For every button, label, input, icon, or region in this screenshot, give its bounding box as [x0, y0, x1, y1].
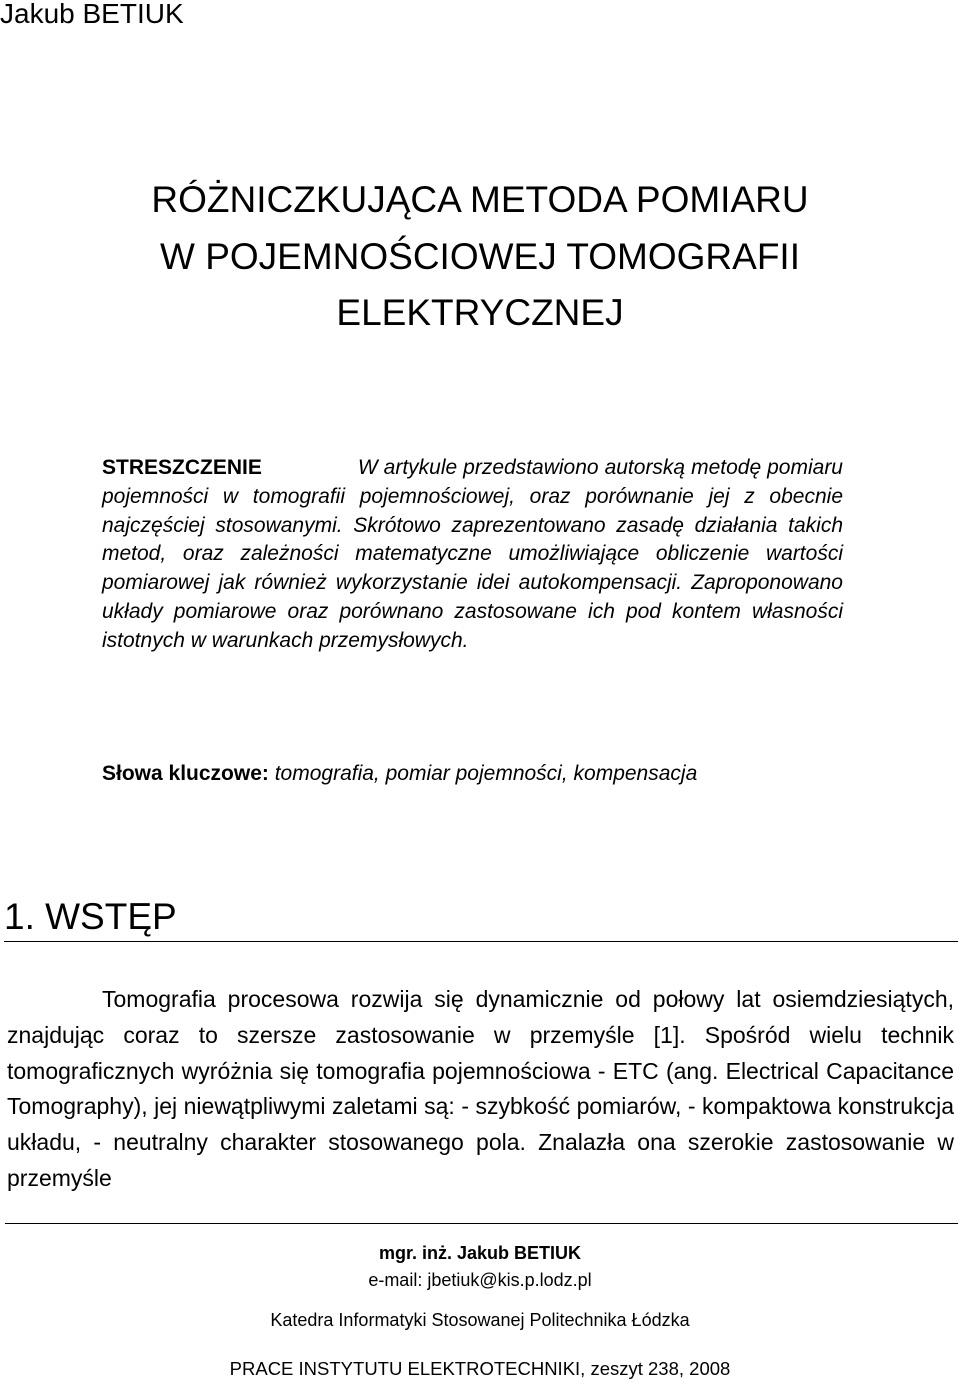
- footer-journal: PRACE INSTYTUTU ELEKTROTECHNIKI, zeszyt 238, 2008: [229, 1358, 731, 1379]
- footer-author-name: mgr. inż. Jakub BETIUK: [378, 1243, 582, 1263]
- keywords-text: tomografia, pomiar pojemności, kompensacja: [274, 762, 698, 785]
- abstract-text: W artykule przedstawiono autorską metodę pomiaru pojemności w tomografii pojemnościowej, oraz porównanie jej z obecnie najczęściej stosowanymi. Skrótowo zaprezentowano zasadę działania takich metod, oraz zależności matematyczne umożliwiające obliczenie wartości pomiarowej jak również wykorzystanie idei autokompensacji. Zaproponowano układy pomiarowe oraz porównano zastosowane ich pod kontem własności istotnych w warunkach przemysłowych.: [102, 456, 843, 652]
- section-divider: [4, 941, 958, 942]
- running-header-author: Jakub BETIUK: [0, 0, 184, 29]
- keywords-label: Słowa kluczowe:: [102, 762, 269, 785]
- section-body: [7, 982, 954, 1197]
- footer-divider: [5, 1223, 958, 1224]
- title-line: W POJEMNOŚCIOWEJ TOMOGRAFII: [160, 235, 800, 277]
- title-line: RÓŻNICZKUJĄCA METODA POMIARU: [151, 179, 809, 220]
- keywords: [102, 760, 697, 788]
- footer-email: e-mail: jbetiuk@kis.p.lodz.pl: [368, 1270, 592, 1290]
- section-paragraph: Tomografia procesowa rozwija się dynamicznie od połowy lat osiemdziesiątych, znajdując coraz to szersze zastosowanie w przemyśle [1]. Spośród wielu technik tomograficznych wyróżnia się tomografia pojemnościowa - ETC (ang. Electrical Capacitance Tomography), jej niewątpliwymi zaletami są: - szybkość pomiarów, - kompaktowa konstrukcja układu, - neutralny charakter stosowanego pola. Znalazła ona szerokie zastosowanie w przemyśle: [7, 986, 954, 1191]
- section-heading: 1. WSTĘP: [4, 896, 177, 937]
- paper-title: [0, 172, 960, 342]
- footer-department: Katedra Informatyki Stosowanej Politechnika Łódzka: [270, 1310, 690, 1330]
- title-line: ELEKTRYCZNEJ: [336, 292, 624, 333]
- abstract-label: STRESZCZENIE: [102, 456, 262, 479]
- abstract: [102, 454, 843, 656]
